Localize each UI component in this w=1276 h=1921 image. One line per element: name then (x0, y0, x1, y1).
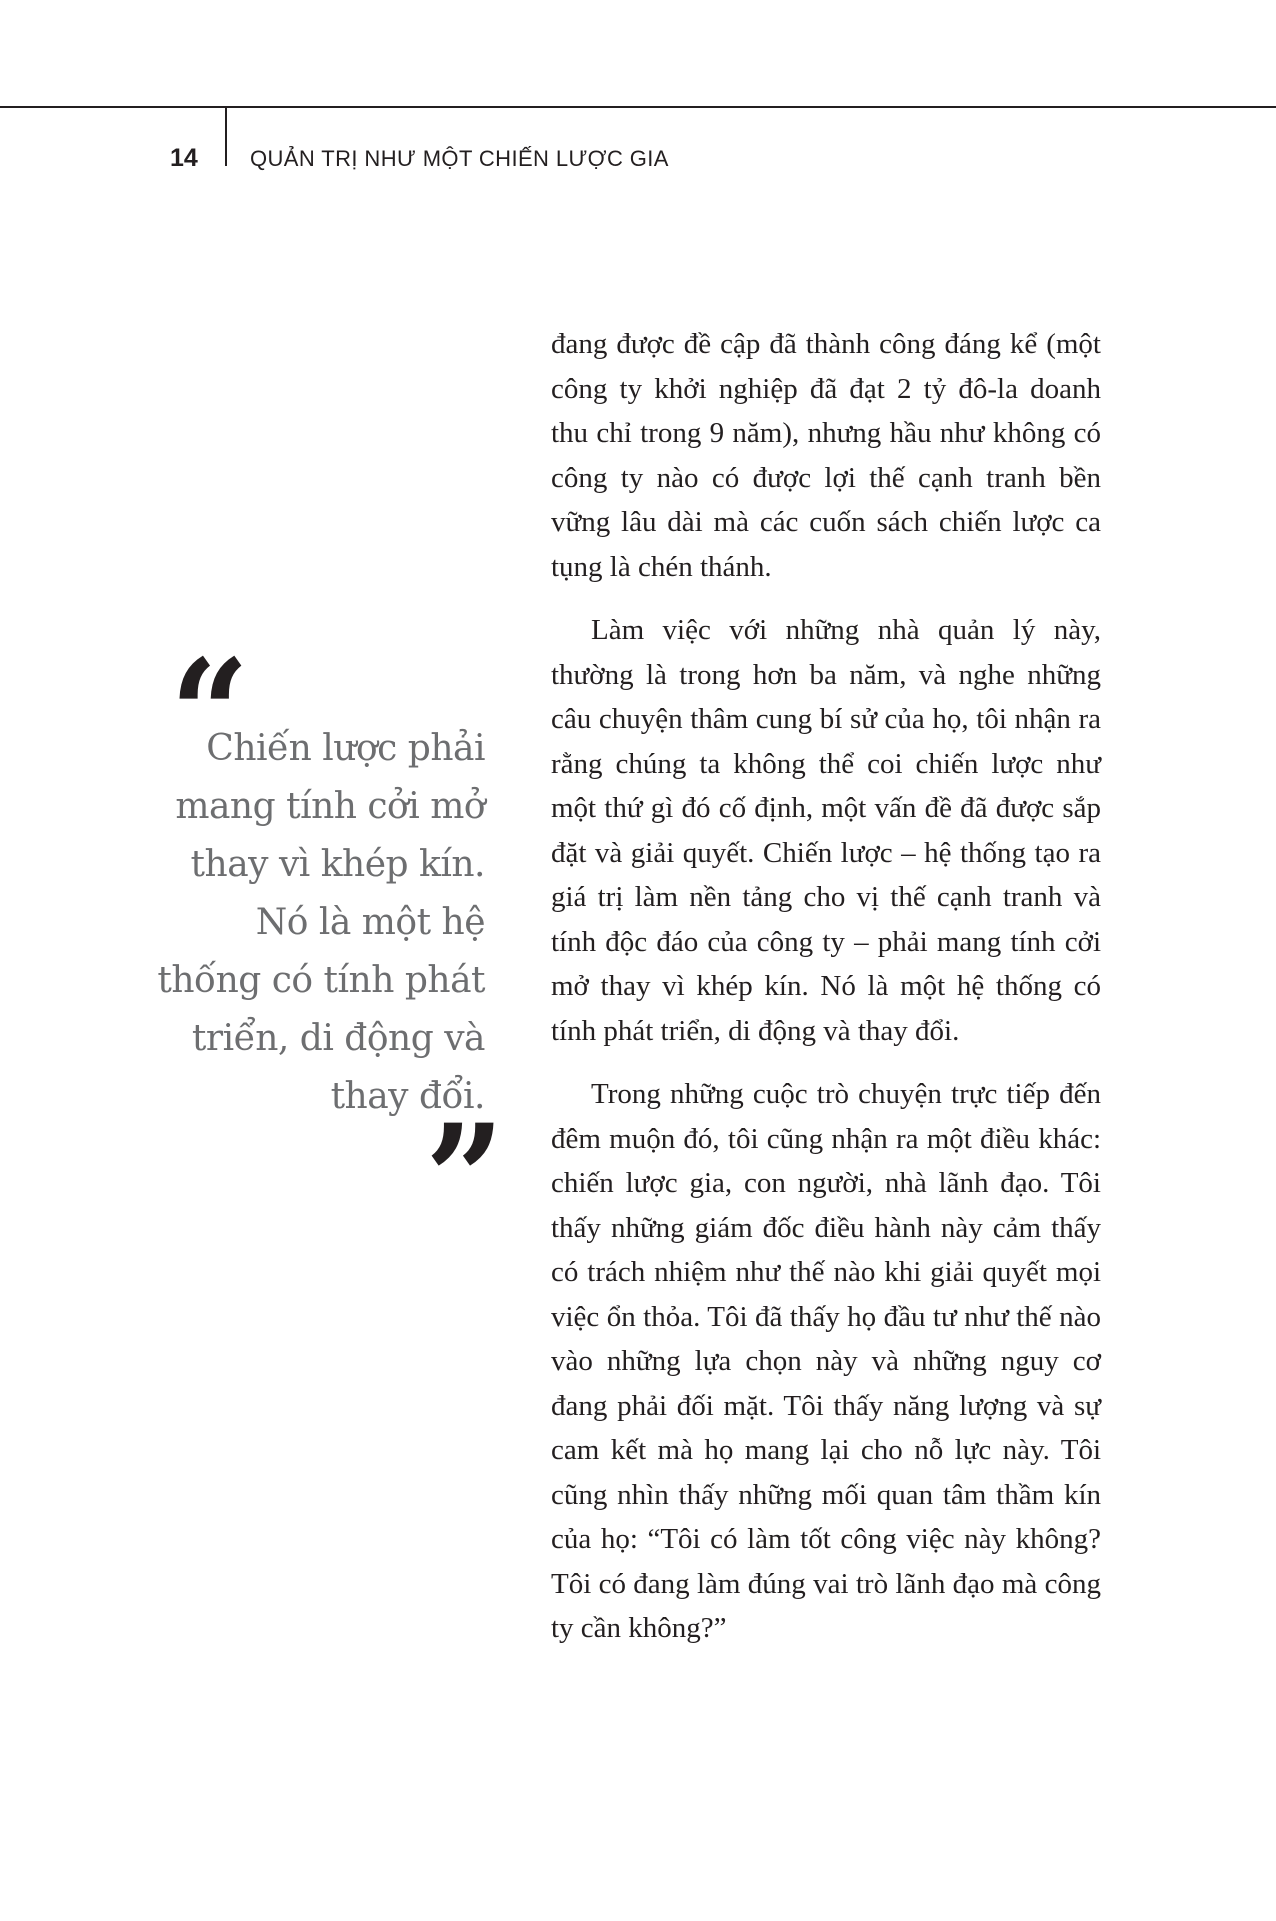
paragraph-1: đang được đề cập đã thành công đáng kể (một công ty khởi nghiệp đã đạt 2 tỷ đô-la doanh thu chỉ trong 9 năm), nhưng hầu như không có công ty nào có được lợi thế cạnh tranh bền vững lâu dài mà các cuốn sách chiến lược ca tụng là chén thánh. (551, 328, 1101, 583)
body-text (551, 322, 1101, 1670)
pull-quote-text: Chiến lược phải mang tính cởi mở thay vì khép kín. Nó là một hệ thống có tính phát triển, di động và thay đổi. (157, 728, 485, 1117)
paragraph-2: Làm việc với những nhà quản lý này, thường là trong hơn ba năm, và nghe những câu chuyện thâm cung bí sử của họ, tôi nhận ra rằng chúng ta không thể coi chiến lược như một thứ gì đó cố định, một vấn đề đã được sắp đặt và giải quyết. Chiến lược – hệ thống tạo ra giá trị làm nền tảng cho vị thế cạnh tranh và tính độc đáo của công ty – phải mang tính cởi mở thay vì khép kín. Nó là một hệ thống có tính phát triển, di động và thay đổi. (551, 614, 1101, 1047)
paragraph-3: Trong những cuộc trò chuyện trực tiếp đến đêm muộn đó, tôi cũng nhận ra một điều khác: chiến lược gia, con người, nhà lãnh đạo. Tôi thấy những giám đốc điều hành này cảm thấy có trách nhiệm như thế nào khi giải quyết mọi việc ổn thỏa. Tôi đã thấy họ đầu tư như thế nào vào những lựa chọn này và những nguy cơ đang phải đối mặt. Tôi thấy năng lượng và sự cam kết mà họ mang lại cho nỗ lực này. Tôi cũng nhìn thấy những mối quan tâm thầm kín của họ: “Tôi có làm tốt công việc này không? Tôi có đang làm đúng vai trò lãnh đạo mà công ty cần không?” (551, 1078, 1101, 1644)
running-title: QUẢN TRỊ NHƯ MỘT CHIẾN LƯỢC GIA (250, 146, 669, 171)
header-divider (225, 108, 227, 166)
page-number: 14 (170, 144, 198, 172)
close-quote-icon: ” (425, 1092, 505, 1268)
open-quote-icon: “ (170, 627, 250, 803)
header-rule (0, 106, 1276, 108)
